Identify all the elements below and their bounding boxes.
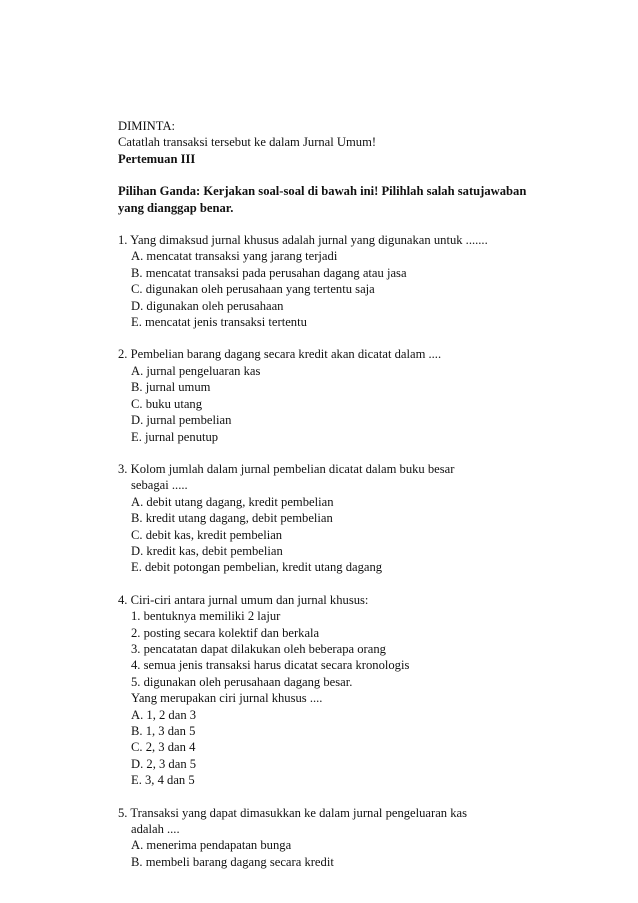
question-option: C. digunakan oleh perusahaan yang tertentu saja — [131, 282, 375, 297]
diminta-label: DIMINTA: — [118, 119, 176, 133]
question-option: B. 1, 3 dan 5 — [131, 724, 196, 738]
question-option: A. debit utang dagang, kredit pembelian — [131, 494, 334, 509]
spacer — [118, 167, 548, 183]
mc-instruction-line-2: yang dianggap benar. — [118, 200, 234, 215]
section-title: Pertemuan III — [118, 151, 196, 166]
document-page — [118, 118, 548, 886]
question-option: B. mencatat transaksi pada perusahan dagang atau jasa — [131, 265, 407, 280]
question-5 — [118, 805, 548, 871]
question-option: C. 2, 3 dan 4 — [131, 740, 196, 755]
question-3 — [118, 461, 548, 576]
journal-instruction: Catatlah transaksi tersebut ke dalam Jurnal Umum! — [118, 135, 377, 150]
question-4 — [118, 592, 548, 789]
question-option: D. 2, 3 dan 5 — [131, 756, 197, 771]
question-option: B. kredit utang dagang, debit pembelian — [131, 511, 333, 526]
spacer — [118, 216, 548, 232]
question-option: A. jurnal pengeluaran kas — [131, 363, 261, 378]
question-2 — [118, 346, 548, 444]
question-stem: 5. Transaksi yang dapat dimasukkan ke dalam jurnal pengeluaran kas — [118, 805, 468, 820]
question-option: D. jurnal pembelian — [131, 413, 232, 428]
question-stem: 2. Pembelian barang dagang secara kredit akan dicatat dalam .... — [118, 347, 442, 362]
question-stem-continuation: adalah .... — [131, 822, 180, 837]
question-option: A. menerima pendapatan bunga — [131, 838, 292, 853]
question-stem-continuation: sebagai ..... — [131, 478, 188, 493]
question-option: A. mencatat transaksi yang jarang terjadi — [131, 249, 338, 264]
question-statement: 4. semua jenis transaksi harus dicatat secara kronologis — [131, 658, 410, 673]
question-statement: 2. posting secara kolektif dan berkala — [131, 625, 320, 640]
question-option: B. jurnal umum — [131, 380, 211, 395]
question-option: E. debit potongan pembelian, kredit utang dagang — [131, 560, 383, 575]
question-option: D. kredit kas, debit pembelian — [131, 543, 283, 558]
question-option: A. 1, 2 dan 3 — [131, 707, 197, 722]
question-option: C. debit kas, kredit pembelian — [131, 527, 283, 542]
question-stem: 1. Yang dimaksud jurnal khusus adalah jurnal yang digunakan untuk ....... — [118, 233, 488, 248]
question-option: E. jurnal penutup — [131, 429, 219, 444]
question-statement: 5. digunakan oleh perusahaan dagang besar. — [131, 674, 353, 689]
question-option: E. 3, 4 dan 5 — [131, 773, 195, 788]
question-stem: 4. Ciri-ciri antara jurnal umum dan jurnal khusus: — [118, 592, 369, 607]
question-statement: 3. pencatatan dapat dilakukan oleh beberapa orang — [131, 641, 386, 656]
question-prompt: Yang merupakan ciri jurnal khusus .... — [131, 691, 323, 706]
question-stem: 3. Kolom jumlah dalam jurnal pembelian dicatat dalam buku besar — [118, 461, 455, 476]
question-option: D. digunakan oleh perusahaan — [131, 298, 284, 313]
question-option: C. buku utang — [131, 396, 203, 411]
question-1 — [118, 232, 548, 330]
question-option: E. mencatat jenis transaksi tertentu — [131, 315, 307, 330]
question-list — [118, 232, 548, 870]
question-option: B. membeli barang dagang secara kredit — [131, 854, 334, 869]
mc-instruction-line-1: Pilihan Ganda: Kerjakan soal-soal di bawah ini! Pilihlah salah satujawaban — [118, 184, 527, 199]
question-statement: 1. bentuknya memiliki 2 lajur — [131, 609, 281, 624]
